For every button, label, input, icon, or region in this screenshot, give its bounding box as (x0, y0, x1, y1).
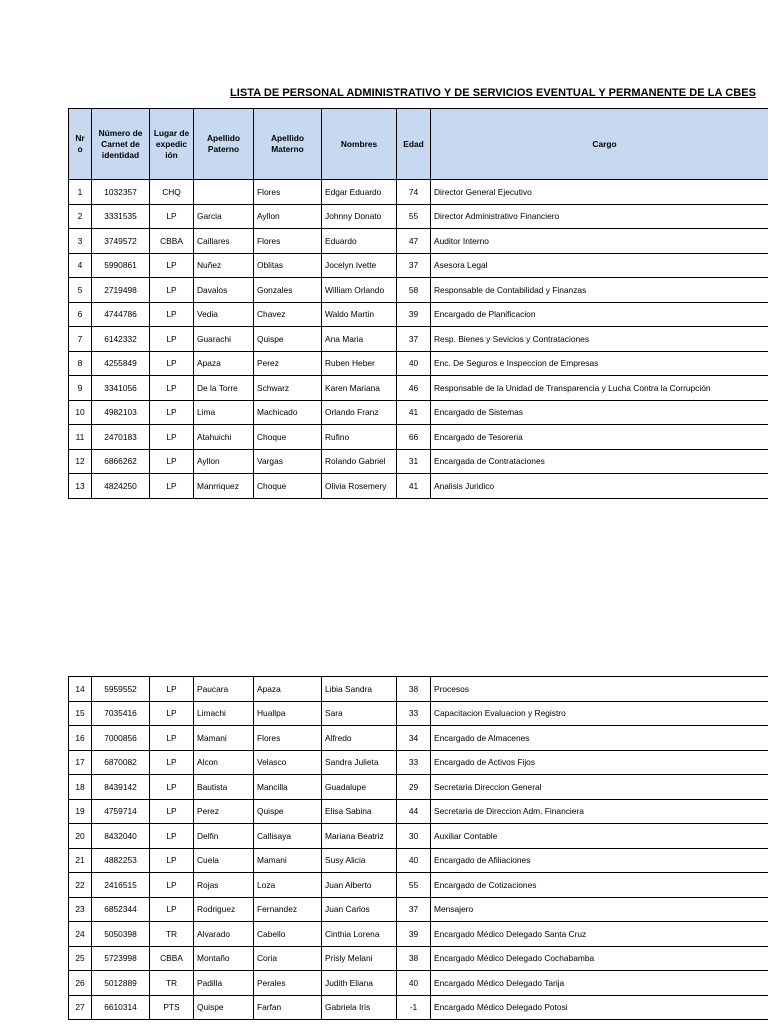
cell-nr: 24 (69, 922, 92, 947)
table-row (69, 946, 768, 971)
table-row (69, 180, 768, 205)
cell-cargo: Capacitacion Evaluacion y Registro (431, 701, 768, 726)
cell-apellido-materno: Huallpa (254, 701, 322, 726)
cell-nr: 9 (69, 376, 92, 401)
cell-ci: 2719498 (92, 278, 150, 303)
cell-nr: 3 (69, 229, 92, 254)
cell-nombres: Alfredo (322, 726, 397, 751)
cell-apellido-materno: Perez (254, 351, 322, 376)
cell-nr: 10 (69, 400, 92, 425)
cell-ci: 5012889 (92, 971, 150, 996)
cell-nr: 16 (69, 726, 92, 751)
cell-nr: 17 (69, 750, 92, 775)
table-row (69, 873, 768, 898)
cell-apellido-paterno: Vedia (194, 302, 254, 327)
document-title: LISTA DE PERSONAL ADMINISTRATIVO Y DE SERVICIOS EVENTUAL Y PERMANENTE DE LA CBES (230, 87, 756, 99)
cell-nombres: Juan Carlos (322, 897, 397, 922)
table-row (69, 897, 768, 922)
cell-lugar: TR (150, 922, 194, 947)
cell-apellido-materno: Mamani (254, 848, 322, 873)
cell-apellido-materno: Loza (254, 873, 322, 898)
cell-edad: 33 (397, 750, 431, 775)
cell-ci: 3341056 (92, 376, 150, 401)
cell-nr: 22 (69, 873, 92, 898)
cell-edad: 39 (397, 302, 431, 327)
cell-edad: 31 (397, 449, 431, 474)
cell-ci: 1032357 (92, 180, 150, 205)
cell-edad: 40 (397, 971, 431, 996)
cell-ci: 6866262 (92, 449, 150, 474)
cell-ci: 3749572 (92, 229, 150, 254)
cell-cargo: Resp. Bienes y Sevicios y Contrataciones (431, 327, 768, 352)
cell-apellido-paterno: Rojas (194, 873, 254, 898)
cell-lugar: LP (150, 897, 194, 922)
cell-nombres: Waldo Martin (322, 302, 397, 327)
cell-nr: 19 (69, 799, 92, 824)
cell-nr: 23 (69, 897, 92, 922)
cell-ci: 2470183 (92, 425, 150, 450)
cell-lugar: LP (150, 726, 194, 751)
cell-cargo: Encargado de Planificacion (431, 302, 768, 327)
header-apellido-paterno: Apellido Paterno (194, 109, 254, 180)
cell-ci: 6142332 (92, 327, 150, 352)
cell-edad: 41 (397, 400, 431, 425)
cell-apellido-materno: Quispe (254, 799, 322, 824)
cell-ci: 8439142 (92, 775, 150, 800)
cell-edad: 41 (397, 474, 431, 499)
cell-cargo: Procesos (431, 677, 768, 702)
cell-ci: 5959552 (92, 677, 150, 702)
cell-apellido-paterno (194, 180, 254, 205)
cell-apellido-paterno: De la Torre (194, 376, 254, 401)
cell-nr: 25 (69, 946, 92, 971)
table-row (69, 677, 768, 702)
cell-nombres: Rolando Gabriel (322, 449, 397, 474)
cell-ci: 5723998 (92, 946, 150, 971)
cell-cargo: Encargado Médico Delegado Cochabamba (431, 946, 768, 971)
cell-nr: 4 (69, 253, 92, 278)
cell-apellido-materno: Flores (254, 229, 322, 254)
table-row (69, 799, 768, 824)
cell-apellido-paterno: Limachi (194, 701, 254, 726)
cell-apellido-materno: Flores (254, 180, 322, 205)
cell-apellido-paterno: Delfin (194, 824, 254, 849)
header-apellido-materno: Apellido Materno (254, 109, 322, 180)
cell-lugar: LP (150, 400, 194, 425)
cell-lugar: LP (150, 701, 194, 726)
cell-edad: 38 (397, 946, 431, 971)
cell-apellido-paterno: Guarachi (194, 327, 254, 352)
cell-cargo: Responsable de la Unidad de Transparencia y Lucha Contra la Corrupción (431, 376, 768, 401)
cell-apellido-paterno: Garcia (194, 204, 254, 229)
table-body-page-1 (69, 180, 768, 499)
cell-apellido-paterno: Nuñez (194, 253, 254, 278)
cell-lugar: LP (150, 677, 194, 702)
cell-nr: 7 (69, 327, 92, 352)
table-row (69, 449, 768, 474)
cell-edad: 37 (397, 327, 431, 352)
table-row (69, 726, 768, 751)
cell-nombres: William Orlando (322, 278, 397, 303)
cell-lugar: LP (150, 775, 194, 800)
cell-lugar: LP (150, 351, 194, 376)
cell-apellido-paterno: Lima (194, 400, 254, 425)
cell-nombres: Jocelyn Ivette (322, 253, 397, 278)
table-row (69, 204, 768, 229)
cell-apellido-materno: Oblitas (254, 253, 322, 278)
cell-nr: 2 (69, 204, 92, 229)
cell-edad: 58 (397, 278, 431, 303)
cell-apellido-paterno: Bautista (194, 775, 254, 800)
cell-nr: 15 (69, 701, 92, 726)
cell-lugar: LP (150, 425, 194, 450)
cell-nr: 8 (69, 351, 92, 376)
cell-apellido-materno: Flores (254, 726, 322, 751)
table-row (69, 229, 768, 254)
cell-apellido-paterno: Davalos (194, 278, 254, 303)
table-row (69, 376, 768, 401)
cell-lugar: LP (150, 302, 194, 327)
table-row (69, 253, 768, 278)
cell-lugar: CBBA (150, 946, 194, 971)
cell-edad: 29 (397, 775, 431, 800)
cell-cargo: Encargado de Tesoreria (431, 425, 768, 450)
cell-apellido-materno: Fernandez (254, 897, 322, 922)
cell-lugar: LP (150, 376, 194, 401)
header-ci: Número de Carnet de identidad (92, 109, 150, 180)
table-row (69, 775, 768, 800)
table-row (69, 327, 768, 352)
table-row (69, 425, 768, 450)
cell-cargo: Director General Ejecutivo (431, 180, 768, 205)
cell-ci: 4759714 (92, 799, 150, 824)
cell-apellido-paterno: Apaza (194, 351, 254, 376)
cell-ci: 7000856 (92, 726, 150, 751)
cell-nr: 18 (69, 775, 92, 800)
cell-ci: 6610314 (92, 995, 150, 1020)
cell-edad: 47 (397, 229, 431, 254)
cell-apellido-materno: Vargas (254, 449, 322, 474)
cell-nombres: Libia Sandra (322, 677, 397, 702)
cell-nr: 13 (69, 474, 92, 499)
cell-apellido-materno: Farfan (254, 995, 322, 1020)
cell-cargo: Encargado Médico Delegado Potosi (431, 995, 768, 1020)
cell-nombres: Karen Mariana (322, 376, 397, 401)
cell-edad: 40 (397, 351, 431, 376)
cell-nr: 14 (69, 677, 92, 702)
cell-ci: 4882253 (92, 848, 150, 873)
cell-nr: 1 (69, 180, 92, 205)
cell-ci: 2416515 (92, 873, 150, 898)
table-row (69, 351, 768, 376)
cell-cargo: Encargado de Activos Fijos (431, 750, 768, 775)
cell-apellido-materno: Gonzales (254, 278, 322, 303)
table-row (69, 400, 768, 425)
cell-edad: 33 (397, 701, 431, 726)
cell-nr: 11 (69, 425, 92, 450)
cell-apellido-materno: Schwarz (254, 376, 322, 401)
cell-edad: 55 (397, 204, 431, 229)
header-lugar: Lugar de expedic ión (150, 109, 194, 180)
cell-cargo: Responsable de Contabilidad y Finanzas (431, 278, 768, 303)
cell-apellido-materno: Choque (254, 474, 322, 499)
table-row (69, 701, 768, 726)
cell-apellido-paterno: Perez (194, 799, 254, 824)
table-row (69, 750, 768, 775)
cell-edad: 39 (397, 922, 431, 947)
cell-edad: 37 (397, 897, 431, 922)
cell-nombres: Sandra Julieta (322, 750, 397, 775)
cell-nombres: Ana Maria (322, 327, 397, 352)
table-row (69, 302, 768, 327)
cell-ci: 4744786 (92, 302, 150, 327)
cell-apellido-paterno: Rodriguez (194, 897, 254, 922)
cell-lugar: LP (150, 204, 194, 229)
cell-lugar: CHQ (150, 180, 194, 205)
cell-nombres: Prisly Melani (322, 946, 397, 971)
cell-cargo: Auditor Interno (431, 229, 768, 254)
cell-nr: 21 (69, 848, 92, 873)
cell-cargo: Secretaria Direccion General (431, 775, 768, 800)
cell-nombres: Juan Alberto (322, 873, 397, 898)
cell-apellido-paterno: Quispe (194, 995, 254, 1020)
cell-nombres: Guadalupe (322, 775, 397, 800)
cell-apellido-paterno: Montaño (194, 946, 254, 971)
cell-ci: 5050398 (92, 922, 150, 947)
table-row (69, 995, 768, 1020)
cell-ci: 7035416 (92, 701, 150, 726)
cell-apellido-paterno: Caillares (194, 229, 254, 254)
cell-nombres: Judith Eliana (322, 971, 397, 996)
cell-cargo: Encargada de Contrataciones (431, 449, 768, 474)
cell-nr: 20 (69, 824, 92, 849)
cell-nombres: Gabriela Iris (322, 995, 397, 1020)
cell-ci: 5990861 (92, 253, 150, 278)
table-body-page-2 (69, 677, 768, 1020)
cell-cargo: Encargado de Cotizaciones (431, 873, 768, 898)
cell-cargo: Asesora Legal (431, 253, 768, 278)
cell-lugar: LP (150, 824, 194, 849)
cell-apellido-paterno: Atahuichi (194, 425, 254, 450)
cell-lugar: LP (150, 474, 194, 499)
cell-lugar: TR (150, 971, 194, 996)
cell-lugar: LP (150, 750, 194, 775)
cell-nombres: Elisa Sabina (322, 799, 397, 824)
cell-lugar: LP (150, 799, 194, 824)
cell-nr: 12 (69, 449, 92, 474)
cell-apellido-materno: Callisaya (254, 824, 322, 849)
table-header-row (69, 109, 768, 180)
cell-lugar: CBBA (150, 229, 194, 254)
cell-ci: 4824250 (92, 474, 150, 499)
table-row (69, 922, 768, 947)
cell-nr: 27 (69, 995, 92, 1020)
header-edad: Edad (397, 109, 431, 180)
cell-lugar: LP (150, 873, 194, 898)
cell-cargo: Director Administrativo Financiero (431, 204, 768, 229)
cell-apellido-paterno: Alcon (194, 750, 254, 775)
cell-lugar: LP (150, 449, 194, 474)
cell-lugar: LP (150, 278, 194, 303)
cell-edad: 55 (397, 873, 431, 898)
cell-apellido-paterno: Paucara (194, 677, 254, 702)
cell-nombres: Johnny Donato (322, 204, 397, 229)
cell-ci: 6870082 (92, 750, 150, 775)
cell-apellido-materno: Quispe (254, 327, 322, 352)
cell-nr: 6 (69, 302, 92, 327)
personnel-table-page-1 (68, 108, 768, 499)
table-row (69, 824, 768, 849)
cell-cargo: Encargado Médico Delegado Santa Cruz (431, 922, 768, 947)
cell-ci: 3331535 (92, 204, 150, 229)
cell-ci: 8432040 (92, 824, 150, 849)
cell-nombres: Eduardo (322, 229, 397, 254)
cell-cargo: Auxiliar Contable (431, 824, 768, 849)
cell-cargo: Encargado de Afiliaciones (431, 848, 768, 873)
cell-cargo: Encargado de Almacenes (431, 726, 768, 751)
table-row (69, 474, 768, 499)
cell-edad: 37 (397, 253, 431, 278)
cell-nombres: Olivia Rosemery (322, 474, 397, 499)
cell-nombres: Sara (322, 701, 397, 726)
cell-cargo: Encargado Médico Delegado Tarija (431, 971, 768, 996)
cell-apellido-paterno: Cuela (194, 848, 254, 873)
cell-apellido-paterno: Ayllon (194, 449, 254, 474)
personnel-table-page-2 (68, 676, 768, 1020)
table-row (69, 848, 768, 873)
header-nr: Nr o (69, 109, 92, 180)
cell-apellido-paterno: Alvarado (194, 922, 254, 947)
cell-apellido-materno: Perales (254, 971, 322, 996)
cell-apellido-materno: Chavez (254, 302, 322, 327)
cell-apellido-materno: Cabello (254, 922, 322, 947)
cell-apellido-materno: Machicado (254, 400, 322, 425)
cell-lugar: LP (150, 327, 194, 352)
cell-cargo: Secretaria de Direccion Adm. Financiera (431, 799, 768, 824)
cell-lugar: LP (150, 848, 194, 873)
cell-cargo: Mensajero (431, 897, 768, 922)
cell-apellido-paterno: Padilla (194, 971, 254, 996)
cell-apellido-materno: Coria (254, 946, 322, 971)
cell-apellido-paterno: Mamani (194, 726, 254, 751)
cell-edad: 66 (397, 425, 431, 450)
cell-edad: -1 (397, 995, 431, 1020)
cell-nr: 26 (69, 971, 92, 996)
cell-apellido-materno: Velasco (254, 750, 322, 775)
cell-edad: 74 (397, 180, 431, 205)
cell-apellido-materno: Choque (254, 425, 322, 450)
cell-edad: 30 (397, 824, 431, 849)
cell-ci: 4255849 (92, 351, 150, 376)
cell-nombres: Cinthia Lorena (322, 922, 397, 947)
table-row (69, 971, 768, 996)
cell-apellido-paterno: Manrriquez (194, 474, 254, 499)
cell-apellido-materno: Mancilla (254, 775, 322, 800)
cell-cargo: Enc. De Seguros e Inspeccion de Empresas (431, 351, 768, 376)
cell-nombres: Rufino (322, 425, 397, 450)
cell-edad: 40 (397, 848, 431, 873)
cell-nr: 5 (69, 278, 92, 303)
cell-apellido-materno: Apaza (254, 677, 322, 702)
cell-nombres: Susy Alicia (322, 848, 397, 873)
cell-nombres: Orlando Franz (322, 400, 397, 425)
cell-lugar: PTS (150, 995, 194, 1020)
cell-cargo: Analisis Juridico (431, 474, 768, 499)
cell-cargo: Encargado de Sistemas (431, 400, 768, 425)
cell-apellido-materno: Ayllon (254, 204, 322, 229)
table-row (69, 278, 768, 303)
cell-nombres: Edgar Eduardo (322, 180, 397, 205)
cell-ci: 4982103 (92, 400, 150, 425)
cell-edad: 44 (397, 799, 431, 824)
cell-lugar: LP (150, 253, 194, 278)
cell-nombres: Mariana Beatriz (322, 824, 397, 849)
header-cargo: Cargo (431, 109, 768, 180)
cell-edad: 34 (397, 726, 431, 751)
cell-nombres: Ruben Heber (322, 351, 397, 376)
header-nombres: Nombres (322, 109, 397, 180)
cell-edad: 46 (397, 376, 431, 401)
cell-ci: 6852344 (92, 897, 150, 922)
cell-edad: 38 (397, 677, 431, 702)
